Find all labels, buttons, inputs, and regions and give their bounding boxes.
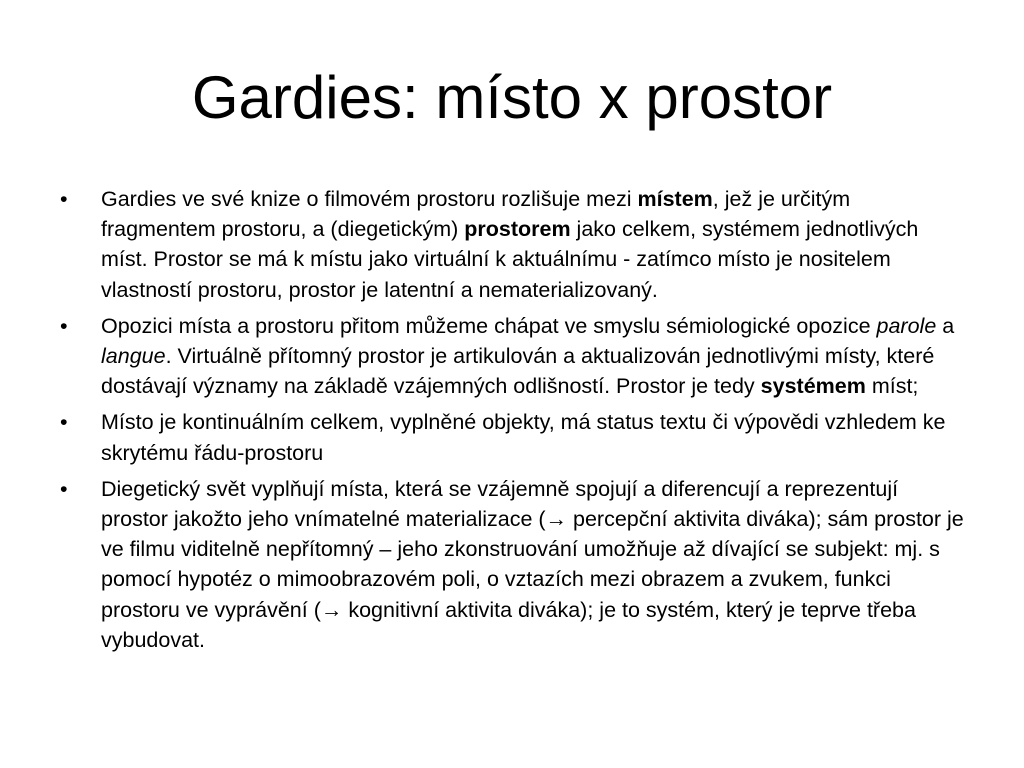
bold-term: místem — [637, 187, 713, 211]
bullet-icon: • — [60, 313, 68, 338]
text-segment: . Virtuálně přítomný prostor je artikulován a aktualizován jednotlivými místy, které dostávají významy na základě vzájemných odlišností. Prostor je tedy — [101, 344, 935, 399]
text-segment: Gardies ve své knize o filmovém prostoru rozlišuje mezi — [101, 187, 638, 211]
bullet-icon: • — [60, 187, 68, 211]
text-segment: Diegetický svět vyplňují místa, která se vzájemně spojují a diferencují a reprezentují prostor jakožto jeho vnímatelné materializace (→ percepční aktivita diváka); sám prostor je ve filmu viditelně nepřítomný – jeho zkonstruování umožňuje až dívající se subjekt: mj. s pomocí hypotéz o mimoobrazovém poli, o vztazích mezi obrazem a zvukem, funkci prostoru ve vyprávění (→ kognitivní aktivita diváka); je to systém, který je teprve třeba vybudovat. — [101, 476, 964, 652]
bullet-item-2 — [60, 311, 965, 402]
bold-term: systémem — [760, 374, 866, 399]
bullet-text — [101, 410, 945, 464]
bullet-item-4 — [60, 474, 965, 655]
text-segment: Místo je kontinuálním celkem, vyplněné objekty, má status textu či výpovědi vzhledem ke skrytému řádu-prostoru — [101, 410, 946, 465]
bold-term: prostorem — [464, 217, 571, 242]
text-segment: jako celkem, systémem jednotlivých míst. Prostor se má k místu jako virtuální k aktuálnímu - zatímco místo je nositelem vlastností prostoru, prostor je latentní a nematerializovaný. — [101, 217, 919, 302]
italic-term: langue — [101, 344, 166, 369]
text-segment: míst; — [865, 374, 919, 399]
bullet-icon: • — [60, 476, 68, 501]
bullet-list — [60, 184, 965, 661]
text-segment: a — [936, 313, 955, 338]
text-segment: , jež je určitým fragmentem prostoru, a (diegetickým) — [101, 187, 851, 242]
bullet-item-1 — [60, 184, 965, 305]
bullet-text — [101, 187, 918, 302]
slide-title: Gardies: místo x prostor — [191, 64, 833, 131]
text-segment: Opozici místa a prostoru přitom můžeme chápat ve smyslu sémiologické opozice — [101, 313, 877, 338]
bullet-item-3 — [60, 407, 965, 467]
bullet-icon: • — [60, 410, 68, 435]
italic-term: parole — [876, 313, 937, 338]
bullet-text — [101, 477, 964, 652]
bullet-text — [101, 314, 954, 398]
